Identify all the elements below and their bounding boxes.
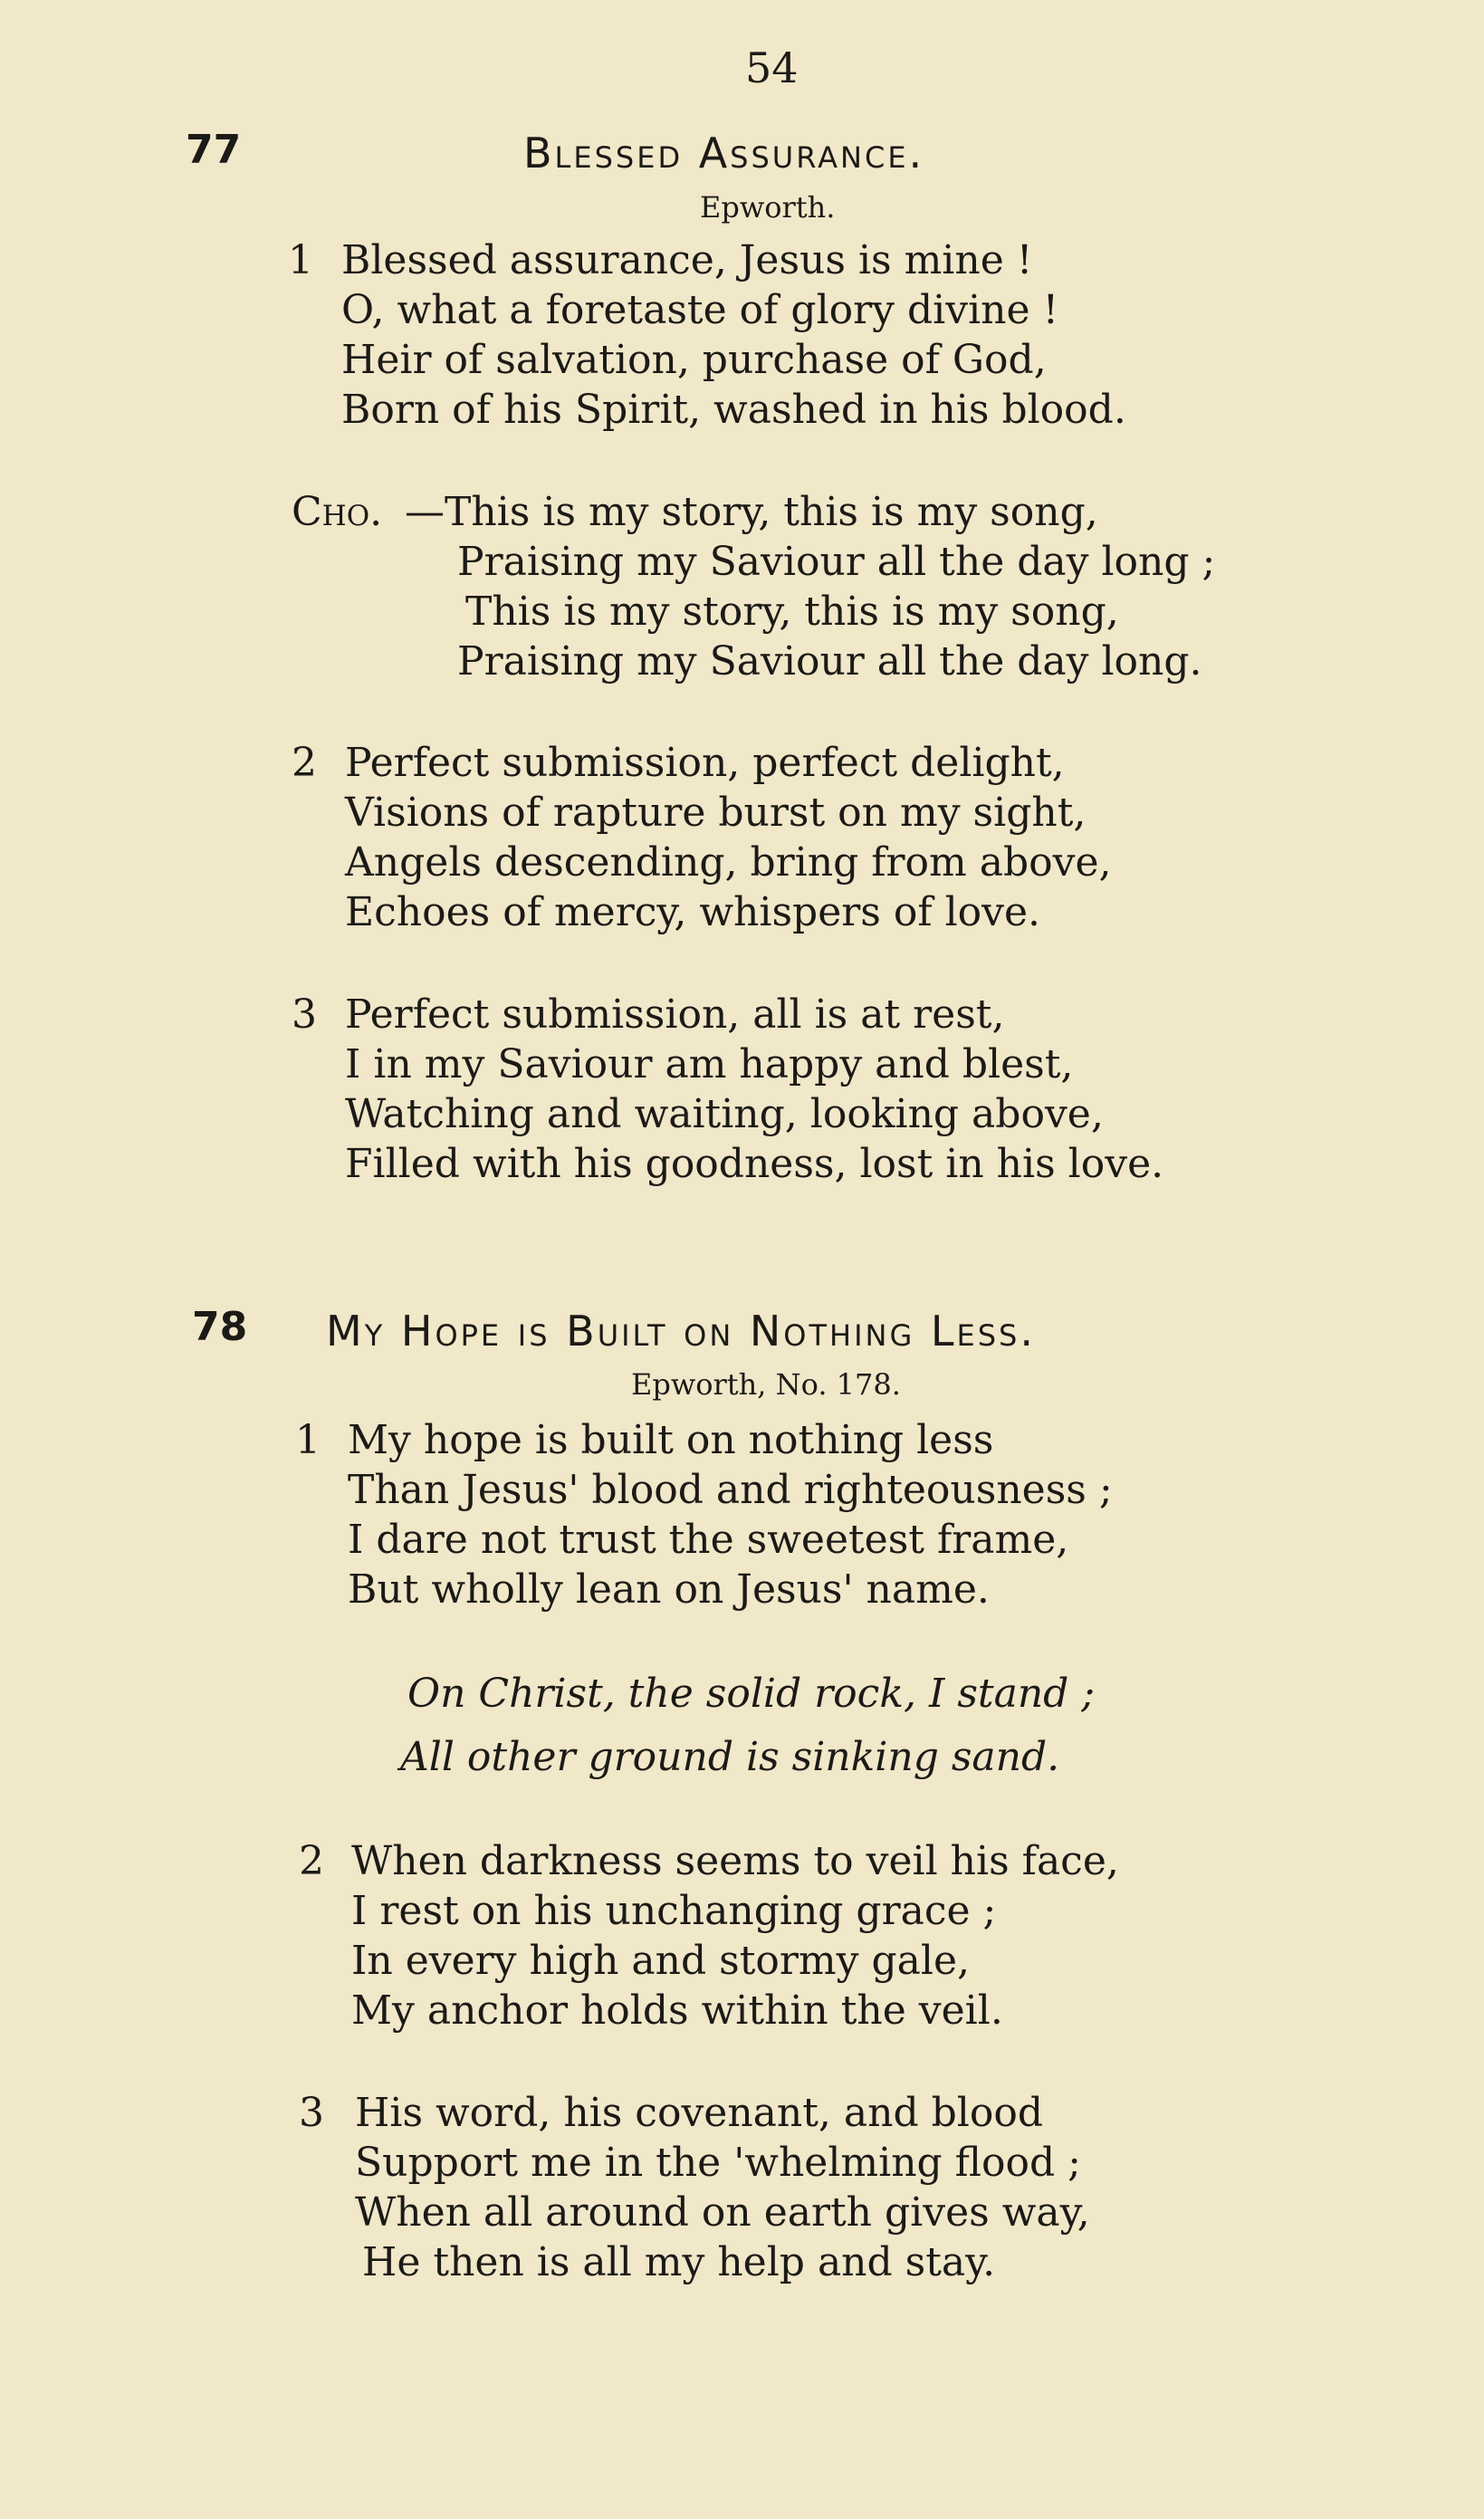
chorus-line: Praising my Saviour all the day long.: [457, 638, 1202, 685]
page-number: 54: [745, 43, 799, 92]
chorus-label: Cho.: [292, 489, 383, 535]
verse-line: Perfect submission, all is at rest,: [345, 991, 1005, 1038]
verse-line: Blessed assurance, Jesus is mine !: [341, 237, 1033, 283]
verse-line: Support me in the 'whelming flood ;: [355, 2140, 1081, 2186]
verse-line: Heir of salvation, purchase of God,: [341, 337, 1047, 383]
verse-line: My anchor holds within the veil.: [351, 1987, 1003, 2034]
verse-line: Filled with his goodness, lost in his love.: [345, 1141, 1164, 1187]
verse-line: I dare not trust the sweetest frame,: [348, 1517, 1069, 1563]
hymn-title: Blessed Assurance.: [523, 129, 925, 177]
verse-number: 1: [295, 1417, 321, 1463]
verse-number: 2: [299, 1838, 324, 1884]
verse-line: Than Jesus' blood and righteousness ;: [348, 1467, 1113, 1513]
hymn-number: 77: [186, 127, 242, 173]
verse-line: When darkness seems to veil his face,: [351, 1838, 1119, 1884]
chorus-line: This is my story, this is my song,: [465, 589, 1119, 635]
verse-line: O, what a foretaste of glory divine !: [341, 287, 1059, 333]
verse-line: His word, his covenant, and blood: [355, 2090, 1044, 2136]
chorus-line: Praising my Saviour all the day long ;: [457, 539, 1216, 585]
verse-line: When all around on earth gives way,: [355, 2189, 1090, 2236]
verse-number: 1: [288, 237, 313, 283]
verse-line: Watching and waiting, looking above,: [345, 1091, 1104, 1137]
verse-line: He then is all my help and stay.: [362, 2239, 996, 2285]
hymn-number: 78: [192, 1304, 248, 1350]
verse-number: 2: [292, 740, 317, 786]
verse-line: Angels descending, bring from above,: [345, 839, 1112, 886]
verse-number: 3: [299, 2090, 324, 2136]
verse-number: 3: [292, 991, 317, 1038]
verse-line: My hope is built on nothing less: [348, 1417, 994, 1463]
hymn-title: My Hope is Built on Nothing Less.: [326, 1307, 1036, 1355]
verse-line: I rest on his unchanging grace ;: [351, 1888, 997, 1934]
verse-line: Echoes of mercy, whispers of love.: [345, 889, 1041, 935]
tune-name: Epworth, No. 178.: [631, 1367, 901, 1402]
verse-line: Born of his Spirit, washed in his blood.: [341, 387, 1126, 433]
verse-line: Perfect submission, perfect delight,: [345, 740, 1065, 786]
tune-name: Epworth.: [700, 190, 836, 225]
verse-line: In every high and stormy gale,: [351, 1938, 970, 1984]
refrain-line: All other ground is sinking sand.: [400, 1734, 1060, 1780]
chorus-line: —This is my story, this is my song,: [405, 489, 1098, 535]
refrain-line: On Christ, the solid rock, I stand ;: [407, 1671, 1096, 1717]
verse-line: I in my Saviour am happy and blest,: [345, 1041, 1074, 1087]
verse-line: Visions of rapture burst on my sight,: [345, 790, 1087, 836]
verse-line: But wholly lean on Jesus' name.: [348, 1566, 990, 1613]
